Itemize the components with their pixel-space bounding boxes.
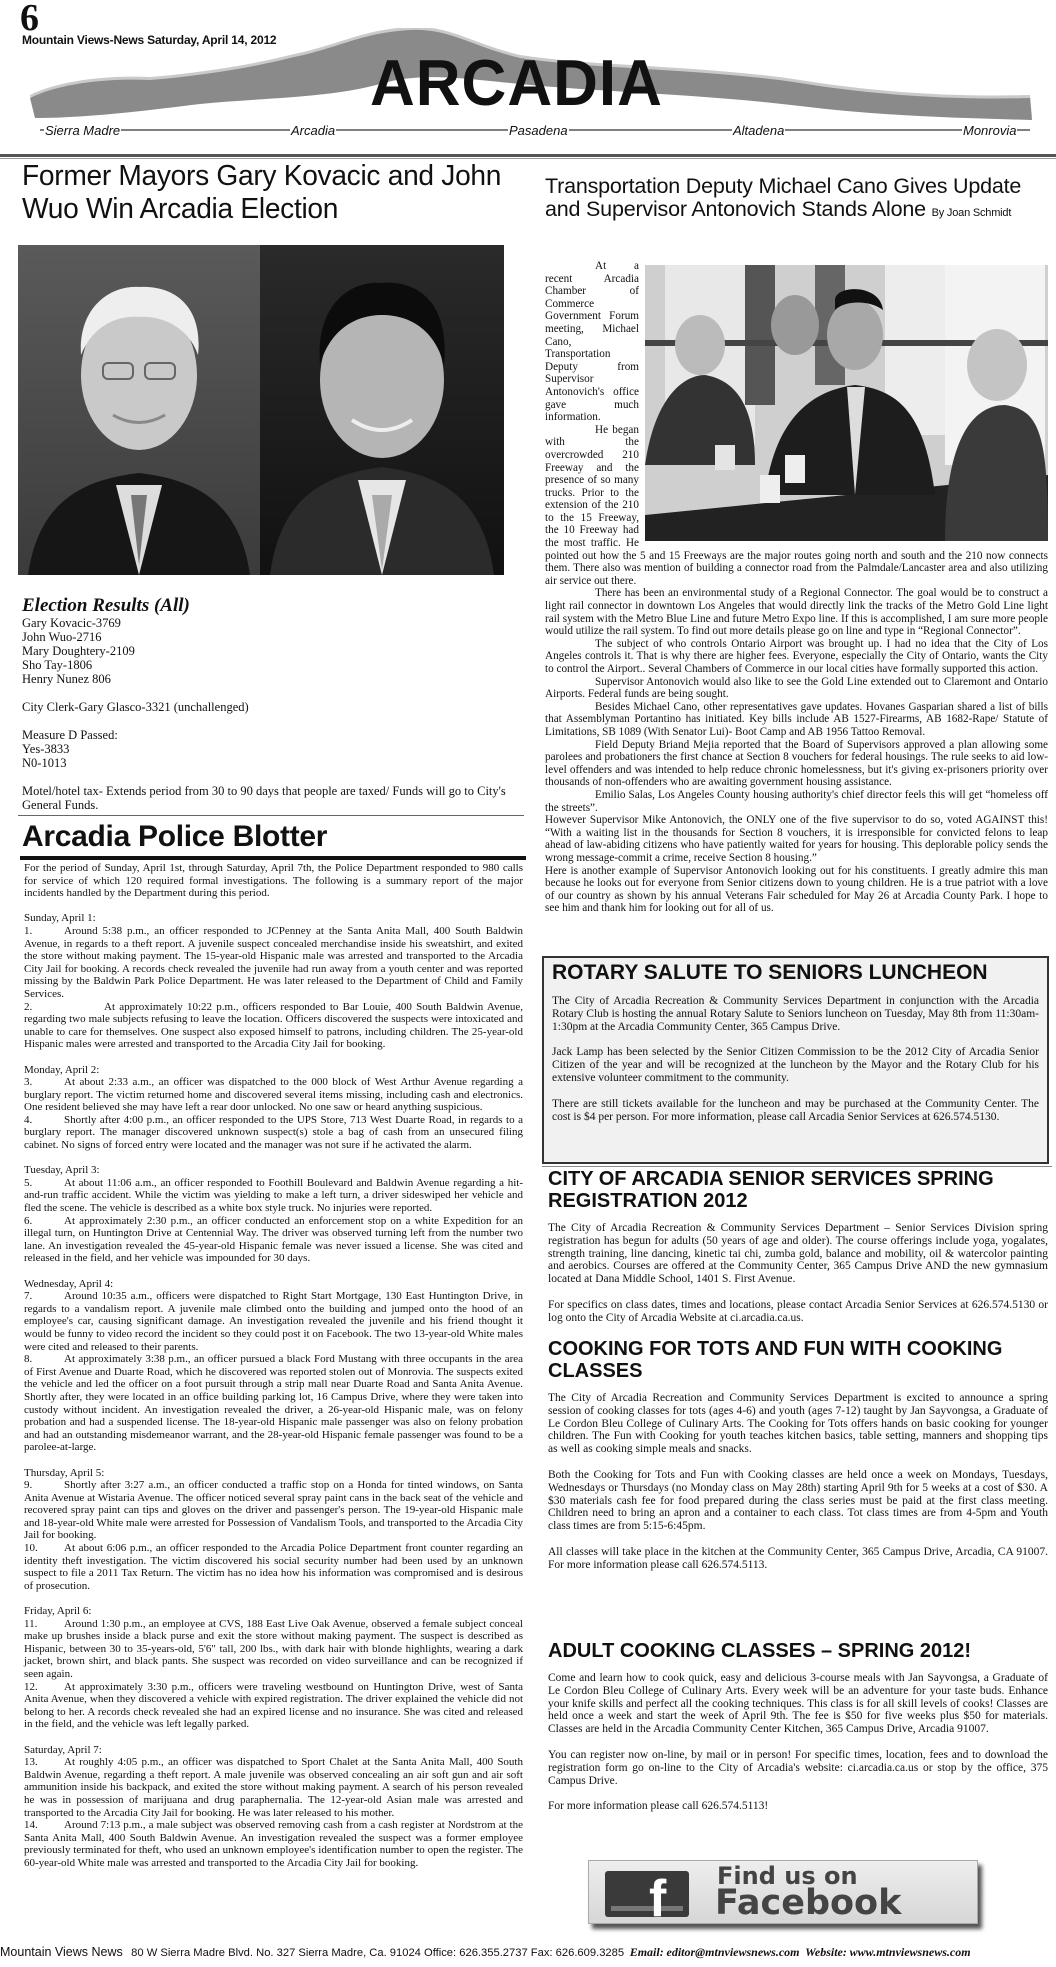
- blotter-day: [24, 1467, 523, 1593]
- city-clerk-result: City Clerk-Gary Glasco-3321 (unchallenged): [22, 700, 249, 714]
- blotter-incident: [24, 1353, 523, 1454]
- facebook-line2: Facebook: [715, 1883, 902, 1923]
- incident-text: Shortly after 3:27 a.m., an officer conducted a traffic stop on a Honda for tinted windows, on Santa Anita Avenue at Wistaria Avenue. The officer noticed several spray paint cans in the back seat of the vehicle and recovered spray paint can tips and gloves on the driver and passenger's person. The 19-year-old Hispanic male and 18-year-old White male were arrested for Possession of Vandalism Tools, and transported to the Arcadia City Jail for booking.: [24, 1479, 523, 1542]
- transport-article: [545, 260, 1048, 915]
- byline: By Joan Schmidt: [931, 207, 1012, 219]
- footer-email-label: Email:: [629, 1945, 664, 1959]
- blotter-incident: [24, 1001, 523, 1051]
- incident-number: 5.: [24, 1176, 33, 1189]
- article-paragraph: At a recent Arcadia Chamber of Commerce Government Forum meeting, Michael Cano, Transportation Deputy from Supervisor Antonovich's office gave much information.: [545, 260, 639, 424]
- incident-text: Around 1:30 p.m., an employee at CVS, 188 East Live Oak Avenue, observed a female subject conceal make up brushes inside a black purse and exit the store without making payment. The suspect is described as Hispanic, between 30 to 35-years-old, 5'6" tall, 200 lbs., with dark hair with blonde highlights, wearing a dark jacket, brown shirt, and black pants. She suspect was recorded on video surveillance and can be recognized if seen again.: [24, 1617, 523, 1680]
- incident-text: At about 11:06 a.m., an officer responded to Foothill Boulevard and Baldwin Avenue regarding a hit-and-run traffic accident. While the victim was yielding to make a left turn, a driver sideswiped her vehicle and fled the scene. The vehicle is described as a white box style truck. No injuries were reported.: [24, 1176, 523, 1215]
- incident-text: At approximately 10:22 p.m., officers responded to Bar Louie, 400 South Baldwin Avenue, regarding two male subjects refusing to leave the location. Officers discovered the suspects were intoxicated and unable to care for themselves. One suspect also exposed himself to patrons, including children. The 25-year-old Hispanic males were arrested and transported to the Arcadia City Jail for booking.: [24, 1000, 523, 1051]
- election-results: [22, 596, 522, 812]
- footer: [0, 1945, 1056, 1960]
- senior-services-article: [548, 1168, 1048, 1325]
- adult-paragraph: You can register now on-line, by mail or in person! For specific times, location, fees and to download the registration form go on-line to the City of Arcadia's website: ci.arcadia.ca.us or stop by the office, 375 Campus Drive.: [548, 1748, 1048, 1787]
- incident-number: 12.: [24, 1680, 38, 1693]
- adult-paragraph: Come and learn how to cook quick, easy and delicious 3-course meals with Jan Sayvongsa, a Graduate of Le Cordon Bleu College of Culinary Arts. Every week will be an adventure for your taste buds. Enhance your knife skills and perfect all the cooking techniques. This class is for all skill levels of cooks! Classes are held once a week and start the week of April 9th. The fee is $50 for five weeks plus $50 for materials. Classes are held in the Arcadia Community Center Kitchen, 365 Campus Drive, Arcadia 91007.: [548, 1672, 1048, 1736]
- blotter-incident: [24, 1756, 523, 1819]
- incident-number: 3.: [24, 1076, 33, 1089]
- rotary-luncheon-box: [542, 956, 1049, 1164]
- incident-text: At about 6:06 p.m., an officer responded to the Arcadia Police Department front counter regarding an identity theft investigation. The victim discovered his social security number had been used by an unknown suspect to file a 2011 Tax Return. The victim has no idea how his information was compromised and is desirous of prosecution.: [24, 1542, 523, 1592]
- senior-paragraph: For specifics on class dates, times and locations, please contact Arcadia Senior Services at 626.574.5130 or log onto the City of Arcadia Website at ci.arcadia.ca.us.: [548, 1298, 1048, 1324]
- city-label: Altadena: [733, 123, 785, 138]
- divider: [20, 856, 526, 860]
- blotter-intro: For the period of Sunday, April 1st, through Saturday, April 7th, the Police Department responded to 980 calls for service of which 120 required formal investigations. The following is a summary report of the major incidents handled by the Department during this period.: [24, 862, 523, 900]
- blotter-incident: [24, 1114, 523, 1152]
- incident-number: 13.: [24, 1756, 38, 1769]
- cooking-tots-article: [548, 1338, 1048, 1572]
- facebook-banner[interactable]: [588, 1860, 978, 1924]
- incident-text: Around 7:13 p.m., a male subject was observed removing cash from a cash register at Nordstrom at the Santa Anita Mall, 400 South Baldwin Avenue. An investigation revealed the suspect was a former employee previously terminated for theft, who used an unknown employee's identification number to open the register. The 60-year-old White male was arrested and transported to the Arcadia City Jail for booking.: [24, 1819, 523, 1869]
- tots-title: COOKING FOR TOTS AND FUN WITH COOKING CLASSES: [548, 1338, 1003, 1382]
- rotary-paragraph: Jack Lamp has been selected by the Senior Citizen Commission to be the 2012 City of Arcadia Senior Citizen of the year and will be recognized at the luncheon by the Mayor and the Rotary Club for his extensive volunteer commitment to the community.: [552, 1046, 1039, 1084]
- tots-paragraph: Both the Cooking for Tots and Fun with Cooking classes are held once a week on Mondays, Tuesdays, Wednesdays or Thursdays (no Monday class on May 28th) starting April 9th for 5 weeks at a cost of $30. A $30 materials cash fee for food prepared during the class series must be paid at the first class meeting. Children need to bring an apron and a container to each class. Tot class times are from 4-5pm and Youth class times are from 5:15-6:45pm.: [548, 1468, 1048, 1533]
- dateline: Mountain Views-News Saturday, April 14, 2012: [22, 33, 277, 47]
- rotary-paragraph: The City of Arcadia Recreation & Community Services Department in conjunction with the Arcadia Rotary Club is hosting the annual Rotary Salute to Seniors luncheon on Tuesday, May 8th from 11:30am-1:30pm at the Arcadia Community Center, 365 Campus Drive.: [552, 995, 1039, 1033]
- incident-number: 4.: [24, 1113, 33, 1126]
- incident-text: Around 10:35 a.m., officers were dispatched to Right Start Mortgage, 130 East Huntington Drive, in regards to a vandalism report. A juvenile male climbed onto the building and jumped onto the hood of an employee's car, causing significant damage. An investigation revealed the juvenile and his friend thought it would be funny to video record the incident so they could post it on Facebook. The two 13-year-old White males were cited and released to their parents.: [24, 1290, 523, 1353]
- blotter-day-label: Saturday, April 7:: [24, 1743, 102, 1756]
- blotter-day-label: Monday, April 2:: [24, 1063, 100, 1076]
- blotter-day: [24, 1278, 523, 1454]
- blotter-incident: [24, 1618, 523, 1681]
- article-paragraph: The subject of who controls Ontario Airport was brought up. I had no idea that the City of Los Angeles controls it. That is why there are higher fees. Everyone, especially the City of Ontario, wants the City to control the Airport.. Several Chambers of Commerce in our local cities have formally supported this action.: [545, 637, 1048, 675]
- incident-text: At roughly 4:05 p.m., an officer was dispatched to Sport Chalet at the Santa Anita Mall, 400 South Baldwin Avenue, regarding a theft report. A male juvenile was observed concealing an air soft gun and air soft ammunition inside his backpack, and exited the store without making payment. A search of his person revealed he was in possession of marijuana and drug paraphernalia. The 12-year-old Asian male was arrested and transported to the Arcadia City Jail for booking. He was later released to his mother.: [24, 1756, 523, 1819]
- blotter-incident: [24, 1290, 523, 1353]
- result-item: Mary Doughtery-2109: [22, 644, 135, 658]
- senior-paragraph: The City of Arcadia Recreation & Community Services Department – Senior Services Division spring registration has begun for adults (50 years of age and older). The course offerings include yoga, yogalates, strength training, line dancing, kinetic tai chi, zumba gold, balance and mobility, oil & watercolor painting and aerobics. Courses are offered at the Community Center, 365 Campus Drive AND the new gymnasium located at Dana Middle School, 1401 S. First Avenue.: [548, 1222, 1048, 1286]
- incident-text: At approximately 3:30 p.m., officers were traveling westbound on Huntington Drive, west of Santa Anita Avenue, when they discovered a vehicle with expired registration. The driver explained the vehicle did not belong to her. A records check revealed she had an expired license and no insurance. She was cited and released in the field, and the vehicle was left legally parked.: [24, 1680, 523, 1731]
- adult-paragraph: For more information please call 626.574.5113!: [548, 1800, 769, 1813]
- senior-title: CITY OF ARCADIA SENIOR SERVICES SPRING REGISTRATION 2012: [548, 1168, 994, 1212]
- city-label: Monrovia: [963, 123, 1017, 138]
- section-title: ARCADIA: [370, 47, 663, 120]
- facebook-line1: Find us on: [717, 1862, 858, 1890]
- photo-gary-kovacic: [18, 245, 260, 575]
- city-label: Pasadena: [509, 123, 568, 138]
- incident-number: 7.: [24, 1290, 33, 1303]
- blotter-day: [24, 912, 523, 1051]
- article-paragraph: Besides Michael Cano, other representatives gave updates. Hovanes Gasparian shared a list of bills that Assemblyman Portantino has initiated. Key bills include AB 1527-Firearms, AB 1682-Rape/ Statute of Limitations, SB 1089 (With Senator Lui)- Boot Camp and AB 1956 Tattoo Removal.: [545, 700, 1048, 738]
- blotter-day-label: Sunday, April 1:: [24, 912, 96, 925]
- blotter-incident: [24, 1542, 523, 1592]
- incident-number: 6.: [24, 1214, 33, 1227]
- header-rule: [0, 158, 1056, 159]
- article-paragraph: However Supervisor Mike Antonovich, the ONLY one of the five supervisor to do so, voted AGAINST this! “With a waiting list in the thousands for Section 8 vouchers, it is irresponsible for convicted felons to leap ahead of law-abiding citizens who have patiently waited for years for housing. This deplorable policy sends the wrong message-commit a crime, receive Section 8 housing.”: [545, 814, 1048, 864]
- footer-email[interactable]: editor@mtnviewsnews.com: [666, 1945, 800, 1959]
- header-rule: [0, 154, 1056, 157]
- incident-number: 10.: [24, 1542, 38, 1555]
- article-paragraph: Emilio Salas, Los Angeles County housing authority's chief director feels this will get “homeless off the streets”.: [545, 788, 1048, 814]
- headline-text: Transportation Deputy Michael Cano Gives Update and Supervisor Antonovich Stands Alone: [545, 174, 1022, 221]
- blotter-day: [24, 1744, 523, 1870]
- blotter-day: [24, 1064, 523, 1152]
- blotter-incident: [24, 1479, 523, 1542]
- incident-text: At approximately 3:38 p.m., an officer pursued a black Ford Mustang with three occupants in the area of First Avenue and Duarte Road, which he discovered was reported stolen out of Monrovia. The suspects exited the vehicle and led the officer on a foot pursuit through a strip mall near Duarte Road and Santa Anita Avenue. Shortly after, they were located in an office building parking lot, 16 Campus Drive, where they were taken into custody without incident. An investigation revealed the driver, a 26-year-old Hispanic male, was on felony probation and had a suspended license. The 18-year-old Hispanic male passenger was also on felony probation and had an outstanding misdemeanor warrant, and the 28-year-old Hispanic female passenger was found to be a parolee-at-large.: [24, 1353, 523, 1454]
- measure-yes: Yes-3833: [22, 742, 70, 756]
- incident-number: 11.: [24, 1617, 38, 1630]
- facebook-f-icon: f: [605, 1871, 689, 1917]
- article-paragraph: There has been an environmental study of a Regional Connector. The goal would be to construct a light rail connector in downtown Los Angeles that would directly link the tracks of the Metro Gold Line light rail system with the Metro Blue Line and future Metro Expo line. If this is accomplished, I am sure more people would utilize the rail system. To find out more details please go on line and type in “Regional Connector”.: [545, 587, 1048, 638]
- transport-headline: [545, 175, 1050, 225]
- rotary-paragraph: There are still tickets available for the luncheon and may be purchased at the Community Center. The cost is $4 per person. For more information, please call Arcadia Senior Services at 626.574.5130.: [552, 1097, 1039, 1123]
- incident-text: At about 2:33 a.m., an officer was dispatched to the 000 block of West Arthur Avenue regarding a burglary report. The victim returned home and discovered several items missing, including cash and electronics. One resident believed she may have left a rear door unlocked. No one saw or heard anything suspicious.: [24, 1076, 523, 1114]
- blotter-day-label: Wednesday, April 4:: [24, 1277, 114, 1290]
- incident-number: 8.: [24, 1353, 33, 1366]
- blotter-day: [24, 1164, 523, 1265]
- incident-number: 2.: [24, 1000, 33, 1013]
- election-results-title: Election Results (All): [22, 595, 190, 616]
- adult-cooking-article: [548, 1640, 1048, 1813]
- footer-website[interactable]: www.mtnviewsnews.com: [849, 1945, 971, 1959]
- footer-website-label: Website:: [805, 1945, 847, 1959]
- blotter-incident: [24, 1681, 523, 1731]
- blotter-incident: [24, 1076, 523, 1114]
- incident-text: Shortly after 4:00 p.m., an officer responded to the UPS Store, 713 West Duarte Road, in regards to a burglary report. The manager discovered unknown suspect(s) stole a bag of cash from an unsecured filing cabinet. No signs of forced entry were located and the manager was not sure if he activated the alarm.: [24, 1113, 523, 1152]
- meeting-photo: [645, 265, 1048, 541]
- footer-name: Mountain Views News: [0, 1945, 123, 1959]
- blotter-incident: [24, 1215, 523, 1265]
- measure-no: N0-1013: [22, 756, 67, 770]
- city-label: Sierra Madre: [45, 123, 121, 138]
- incident-number: 9.: [24, 1479, 33, 1492]
- article-paragraph: Supervisor Antonovich would also like to see the Gold Line extended out to Claremont and Ontario Airports. Federal funds are being sought.: [545, 675, 1048, 701]
- election-headline: Former Mayors Gary Kovacic and John Wuo Win Arcadia Election: [22, 160, 502, 225]
- adult-title: ADULT COOKING CLASSES – SPRING 2012!: [548, 1640, 972, 1662]
- incident-text: At approximately 2:30 p.m., an officer conducted an enforcement stop on a white Expedition for an illegal turn, on Huntington Drive at Centennial Way. The driver was observed turning left from the number two lane. An investigation revealed the 45-year-old Hispanic female was never issued a license. She was cited and released in the field, and her vehicle was impounded for 30 days.: [24, 1214, 523, 1265]
- blotter-incident: [24, 925, 523, 1001]
- rotary-title: ROTARY SALUTE TO SENIORS LUNCHEON: [552, 961, 988, 984]
- blotter-day-label: Friday, April 6:: [24, 1605, 92, 1618]
- divider: [542, 1166, 1052, 1167]
- city-label: Arcadia: [291, 123, 336, 138]
- result-item: John Wuo-2716: [22, 630, 102, 644]
- incident-number: 14.: [24, 1819, 38, 1832]
- result-item: Sho Tay-1806: [22, 658, 93, 672]
- result-item: Gary Kovacic-3769: [22, 616, 121, 630]
- page-number: 6: [20, 0, 39, 39]
- blotter-title: Arcadia Police Blotter: [22, 820, 328, 853]
- incident-number: 1.: [24, 924, 33, 937]
- measure-label: Measure D Passed:: [22, 728, 118, 742]
- incident-text: Around 5:38 p.m., an officer responded to JCPenney at the Santa Anita Mall, 400 South Baldwin Avenue, in regards to a theft report. A juvenile suspect concealed merchandise inside his sweatshirt, and exited the store without making payment. The 15-year-old Hispanic male was arrested and transported to the Arcadia City Jail for booking. A records check revealed the juvenile had run away from a youth center and was reported missing by the Baldwin Park Police Department. He was later released to the Department of Child and Family Services.: [24, 924, 523, 1000]
- police-blotter: [24, 862, 523, 1870]
- article-paragraph: Here is another example of Supervisor Antonovich looking out for his constituents. I greatly admire this man because he looks out for everyone from Senior citizens down to young children. He is a true patriot with a love of our country as shown by his annual Veterans Fair scheduled for May 26 at Arcadia County Park. I hope to see him and thank him for looking out for all of us.: [545, 864, 1048, 915]
- blotter-incident: [24, 1177, 523, 1215]
- tots-paragraph: All classes will take place in the kitchen at the Community Center, 365 Campus Drive, Arcadia, CA 91007. For more information please call 626.574.5113.: [548, 1545, 1048, 1571]
- blotter-day-label: Tuesday, April 3:: [24, 1164, 100, 1177]
- blotter-incident: [24, 1819, 523, 1869]
- blotter-day-label: Thursday, April 5:: [24, 1466, 105, 1479]
- result-item: Henry Nunez 806: [22, 672, 111, 686]
- footer-address: 80 W Sierra Madre Blvd. No. 327 Sierra Madre, Ca. 91024 Office: 626.355.2737 Fax: 626.609.3285: [131, 1947, 625, 1959]
- article-paragraph: Field Deputy Briand Mejia reported that the Board of Supervisors approved a plan allowing some parolees and probationers the first chance at Section 8 vouchers for federal housings. The rule seeks to aid low-level offenders and was intended to help reduce chronic homelessness, but it's giving ex-prisoners priority over thousands of non-offenders who are awaiting government housing assistance.: [545, 738, 1048, 789]
- motel-tax-note: Motel/hotel tax- Extends period from 30 to 90 days that people are taxed/ Funds will go to City's General Funds.: [22, 784, 506, 812]
- article-paragraph: He began with the overcrowded 210 Freeway and the presence of so many trucks. Prior to the extension of the 210 to the 15 Freeway, the 10 Freeway had the most traffic. He pointed out how the 5 and 15 Freeways are the major routes going north and south and the 210 now connects them. There also was mention of building a connector road from the Palmdale/Lancaster area and also utilizing air service out there.: [545, 423, 1048, 587]
- photo-john-wuo: [260, 245, 504, 575]
- tots-paragraph: The City of Arcadia Recreation and Community Services Department is excited to announce a spring session of cooking classes for tots (ages 4-6) and youth (ages 7-12) taught by Jan Sayvongsa, a Graduate of Le Cordon Bleu College of Culinary Arts. The Cooking for Tots offers hands on basic cooking for younger children. The Fun with Cooking for youth teaches kitchen basics, table setting, manners and shopping tips as well as cooking simple meals and snacks.: [548, 1392, 1048, 1456]
- blotter-day: [24, 1605, 523, 1731]
- divider: [18, 815, 524, 816]
